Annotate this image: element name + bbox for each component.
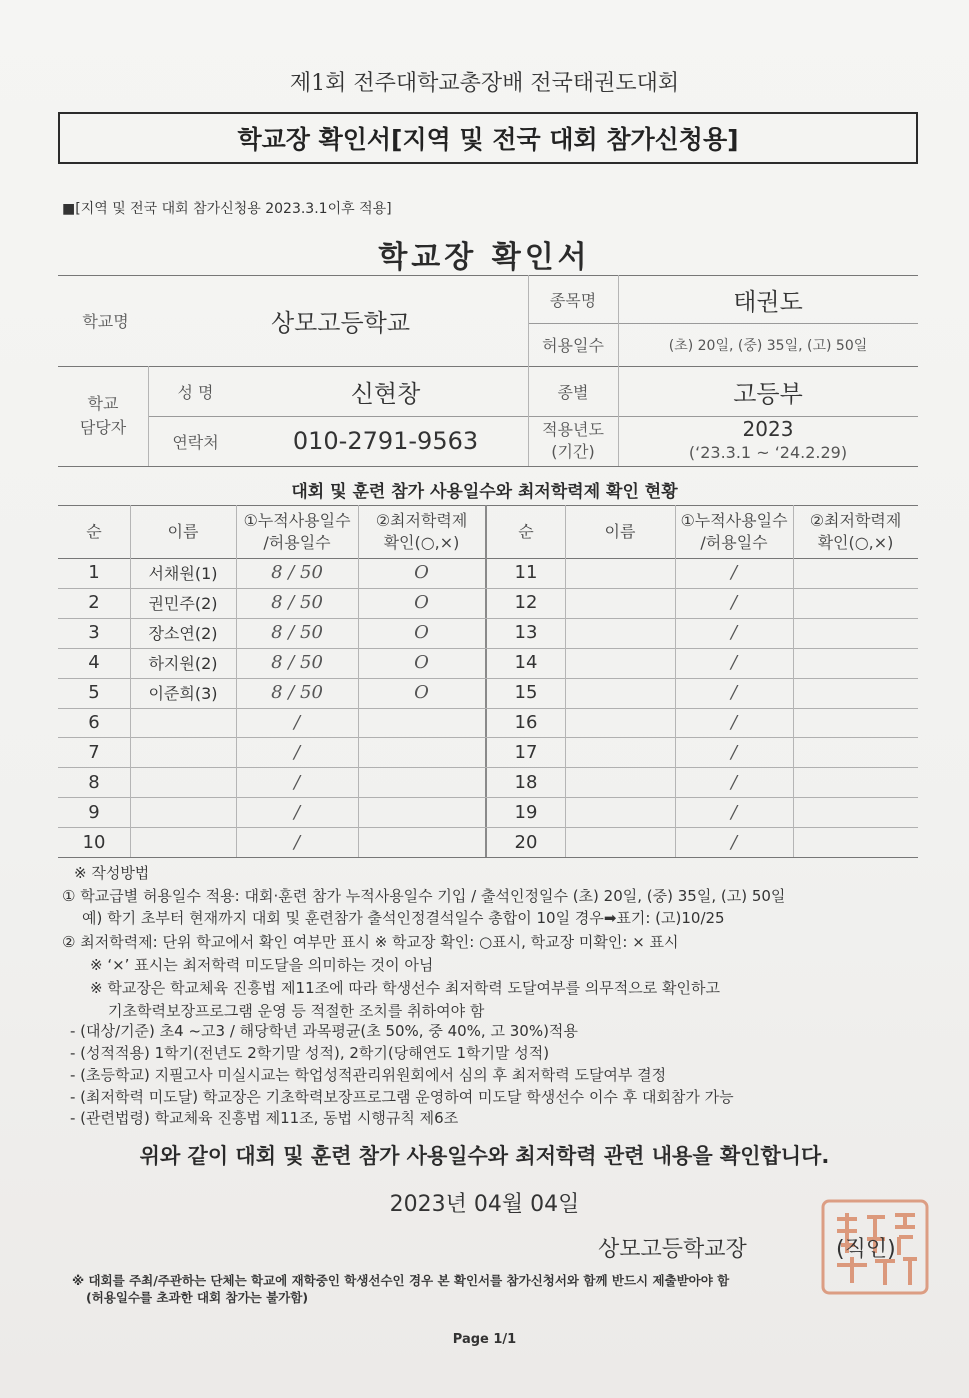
row-number: 14 — [514, 652, 538, 674]
athlete-name — [565, 767, 675, 797]
row-number: 18 — [514, 771, 538, 793]
guide-line-10: - (최저학력 미도달) 학교장은 기초학력보장프로그램 운영하여 미도달 학생선수 이수 후 대회참가 가능 — [70, 1088, 734, 1106]
contact-name-value: 신현창 — [350, 379, 421, 408]
row-number: 9 — [88, 801, 100, 823]
row-number: 12 — [514, 592, 538, 614]
athlete-name — [565, 558, 675, 588]
guide-line-5: ※ 학교장은 학교체육 진흥법 제11조에 따라 학생선수 최저학력 도달여부를 의무적으로 확인하고 — [90, 979, 720, 997]
division-label: 종별 — [557, 382, 589, 402]
guide-line-7: - (대상/기준) 초4 ~고3 / 해당학년 과목평균(초 50%, 중 40%, 고 30%)적용 — [70, 1022, 578, 1040]
document-title: 학교장 확인서 — [378, 240, 591, 275]
guide-line-6: 기초학력보장프로그램 운영 등 적절한 조치를 취하여야 함 — [108, 1002, 485, 1020]
row-number: 8 — [88, 771, 100, 793]
header-days-line1: ①누적사용일수 — [680, 511, 788, 530]
header-acad-line2: 확인(○,×) — [383, 533, 460, 552]
header-no-right: 순 — [518, 521, 534, 541]
applicability-note: ■[지역 및 전국 대회 참가신청용 2023.3.1이후 적용] — [62, 201, 392, 217]
used-days-value: / — [293, 801, 301, 823]
sport-value: 태권도 — [733, 287, 803, 316]
used-days-value: 8 / 50 — [271, 622, 323, 644]
athlete-name — [130, 827, 236, 857]
school-info-table — [58, 275, 918, 467]
used-days-value: / — [293, 711, 301, 733]
header-acad-left — [358, 507, 485, 557]
header-acad-line1: ②최저학력제 — [375, 511, 468, 530]
used-days-value: / — [730, 711, 738, 733]
athlete-roster-table — [58, 505, 918, 857]
athlete-name — [565, 827, 675, 857]
header-days-right — [675, 507, 793, 557]
academic-check-value: O — [414, 592, 429, 614]
row-number: 13 — [514, 622, 538, 644]
header-acad-right — [793, 507, 918, 557]
year-value-text: 2023 — [742, 417, 794, 441]
contact-label-line1: 학교 — [87, 394, 119, 413]
year-period-text: (‘23.3.1 ~ ‘24.2.29) — [688, 443, 848, 462]
athlete-name — [565, 678, 675, 708]
year-label — [528, 416, 618, 466]
year-label-line2: (기간) — [551, 442, 595, 461]
athlete-name — [565, 618, 675, 648]
row-number: 5 — [88, 682, 100, 704]
year-value — [618, 416, 918, 466]
header-no-left: 순 — [86, 521, 102, 541]
athlete-name — [565, 797, 675, 827]
allowed-days-label: 허용일수 — [542, 336, 604, 355]
header-name-left: 이름 — [167, 521, 199, 541]
row-number: 15 — [514, 682, 538, 704]
used-days-value: / — [730, 771, 738, 793]
athlete-name — [130, 737, 236, 767]
academic-check-value — [793, 708, 918, 738]
row-number: 11 — [514, 562, 538, 584]
academic-check-value — [793, 678, 918, 708]
school-name-label: 학교명 — [82, 312, 129, 331]
guide-line-8: - (성적적용) 1학기(전년도 2학기말 성적), 2학기(당해연도 1학기말 성적) — [70, 1044, 550, 1062]
guide-line-2: 예) 학기 초부터 현재까지 대회 및 훈련참가 출석인정결석일수 총합이 10일 경우➡표기: (고)10/25 — [82, 909, 725, 927]
row-number: 3 — [88, 622, 100, 644]
athlete-name: 권민주(2) — [148, 594, 218, 614]
row-number: 2 — [88, 592, 100, 614]
academic-check-value — [793, 588, 918, 618]
principal-title: 상모고등학교장 — [598, 1237, 747, 1262]
used-days-value: / — [730, 831, 738, 853]
row-number: 6 — [88, 711, 100, 733]
footnote — [72, 1272, 922, 1306]
row-number: 20 — [514, 831, 538, 853]
confirmation-statement: 위와 같이 대회 및 훈련 참가 사용일수와 최저학력 관련 내용을 확인합니다. — [139, 1144, 830, 1168]
boxed-title: 학교장 확인서[지역 및 전국 대회 참가신청용] — [58, 112, 918, 164]
used-days-value: 8 / 50 — [271, 682, 323, 704]
footnote-line-1: ※ 대회를 주최/주관하는 단체는 학교에 재학중인 학생선수인 경우 본 확인서를 참가신청서와 함께 반드시 제출받아야 함 — [72, 1273, 730, 1288]
row-number: 17 — [514, 741, 538, 763]
academic-check-value — [793, 737, 918, 767]
academic-check-value — [358, 737, 485, 767]
issue-date: 2023년 04월 04일 — [389, 1192, 580, 1217]
athlete-name: 이준희(3) — [148, 684, 218, 704]
footnote-line-2: (허용일수를 초과한 대회 참가는 불가함) — [86, 1290, 309, 1305]
contact-label-line2: 담당자 — [79, 418, 127, 437]
academic-check-value — [358, 797, 485, 827]
academic-check-value: O — [414, 682, 429, 704]
athlete-name — [130, 797, 236, 827]
academic-check-value: O — [414, 562, 429, 584]
row-number: 19 — [514, 801, 538, 823]
used-days-value: / — [730, 682, 738, 704]
athlete-name: 장소연(2) — [148, 624, 218, 644]
name-label: 성 명 — [177, 382, 214, 402]
header-acad-line2: 확인(○,×) — [817, 533, 894, 552]
academic-check-value — [793, 558, 918, 588]
academic-check-value — [358, 767, 485, 797]
page-number: Page 1/1 — [452, 1332, 517, 1347]
athlete-name — [565, 708, 675, 738]
header-name-right: 이름 — [604, 521, 636, 541]
used-days-value: / — [730, 562, 738, 584]
row-number: 4 — [88, 652, 100, 674]
used-days-value: / — [730, 801, 738, 823]
athlete-name — [130, 708, 236, 738]
academic-check-value — [358, 827, 485, 857]
athlete-name — [565, 588, 675, 618]
used-days-value: / — [293, 741, 301, 763]
guide-line-11: - (관련법령) 학교체육 진흥법 제11조, 동법 시행규칙 제6조 — [70, 1109, 459, 1127]
guide-line-3: ② 최저학력제: 단위 학교에서 확인 여부만 표시 ※ 학교장 확인: ○표시, 학교장 미확인: × 표시 — [62, 933, 679, 951]
academic-check-value — [793, 827, 918, 857]
academic-check-value — [793, 618, 918, 648]
row-number: 7 — [88, 741, 100, 763]
row-number: 10 — [82, 831, 106, 853]
row-number: 1 — [88, 562, 100, 584]
school-name-value: 상모고등학교 — [270, 309, 411, 337]
contact-person-label — [58, 366, 148, 466]
academic-check-value: O — [414, 652, 429, 674]
guide-line-1: ① 학교급별 허용일수 적용: 대회·훈련 참가 누적사용일수 기입 / 출석인정일수 (초) 20일, (중) 35일, (고) 50일 — [62, 887, 786, 905]
section-title: 대회 및 훈련 참가 사용일수와 최저학력제 확인 현황 — [291, 482, 678, 502]
sport-label: 종목명 — [549, 290, 597, 310]
header-days-left — [236, 507, 358, 557]
guide-line-4: ※ ‘×’ 표시는 최저학력 미도달을 의미하는 것이 아님 — [90, 956, 434, 974]
used-days-value: / — [293, 831, 301, 853]
used-days-value: / — [730, 741, 738, 763]
used-days-value: / — [293, 771, 301, 793]
used-days-value: / — [730, 592, 738, 614]
academic-check-value — [793, 797, 918, 827]
year-label-line1: 적용년도 — [542, 420, 604, 439]
used-days-value: 8 / 50 — [271, 562, 323, 584]
event-title: 제1회 전주대학교총장배 전국태권도대회 — [289, 71, 680, 96]
seal-label: (직인) — [836, 1237, 896, 1262]
used-days-value: 8 / 50 — [271, 592, 323, 614]
athlete-name — [565, 648, 675, 678]
academic-check-value — [358, 708, 485, 738]
allowed-days-value: (초) 20일, (중) 35일, (고) 50일 — [668, 337, 868, 354]
academic-check-value — [793, 767, 918, 797]
athlete-name — [565, 737, 675, 767]
academic-check-value: O — [414, 622, 429, 644]
row-number: 16 — [514, 711, 538, 733]
header-days-line1: ①누적사용일수 — [243, 511, 351, 530]
athlete-name: 서채원(1) — [148, 564, 218, 584]
athlete-name — [130, 767, 236, 797]
guide-heading: ※ 작성방법 — [74, 864, 150, 882]
division-value: 고등부 — [733, 379, 803, 408]
header-days-line2: /허용일수 — [700, 533, 768, 552]
used-days-value: / — [730, 622, 738, 644]
guide-line-9: - (초등학교) 지필고사 미실시교는 학업성적관리위원회에서 심의 후 최저학력 도달여부 결정 — [70, 1066, 667, 1084]
academic-check-value — [793, 648, 918, 678]
used-days-value: 8 / 50 — [271, 652, 323, 674]
athlete-name: 하지원(2) — [148, 654, 218, 674]
header-days-line2: /허용일수 — [263, 533, 331, 552]
header-acad-line1: ②최저학력제 — [809, 511, 902, 530]
phone-label: 연락처 — [172, 432, 219, 452]
phone-value: 010-2791-9563 — [292, 427, 479, 455]
used-days-value: / — [730, 652, 738, 674]
